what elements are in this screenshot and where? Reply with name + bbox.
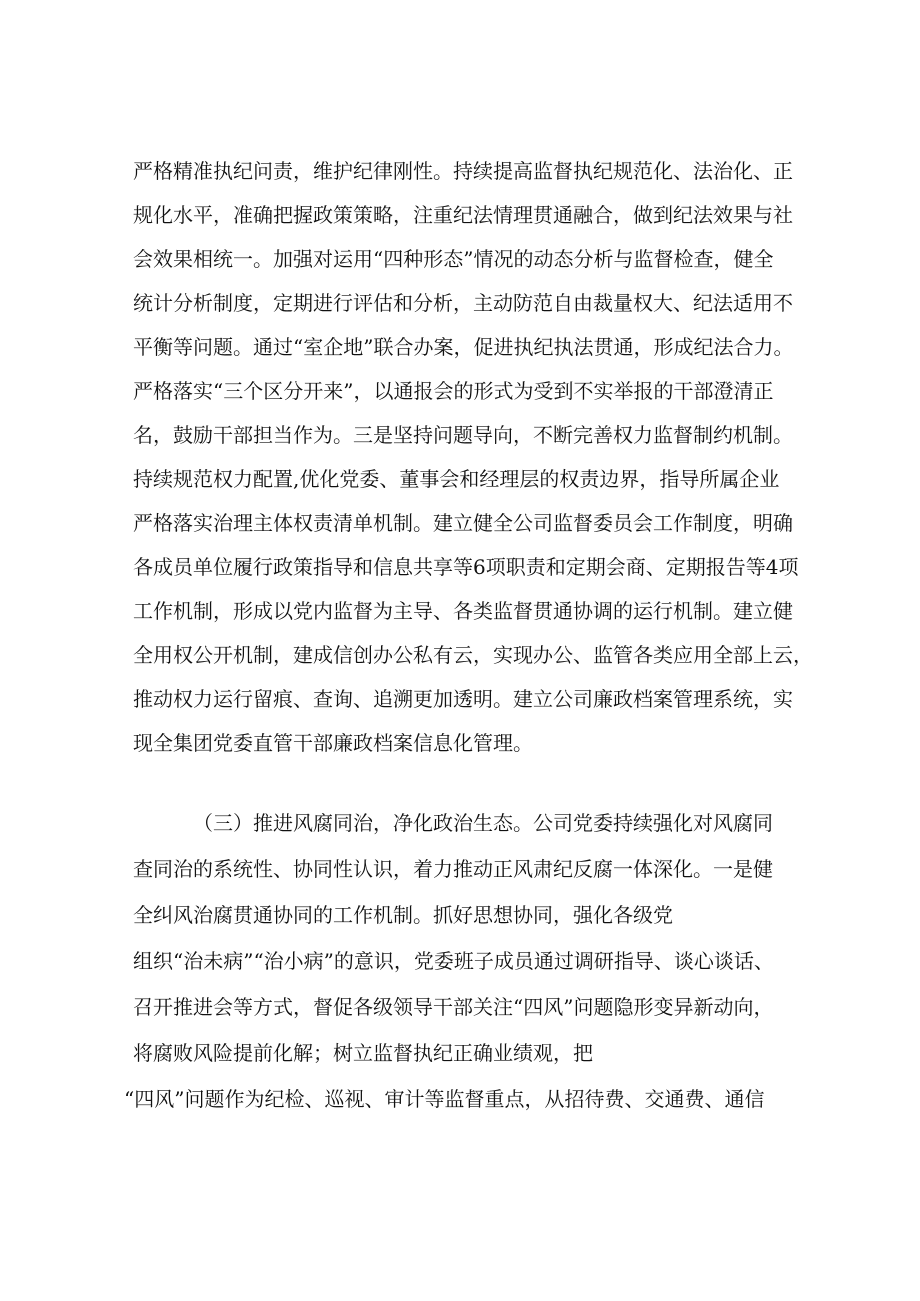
paragraph-line: 名，鼓励干部担当作为。三是坚持问题导向，不断完善权力监督制约机制。 <box>133 423 793 447</box>
paragraph-line: （三）推进风腐同治，净化政治生态。公司党委持续强化对风腐同 <box>193 811 773 835</box>
paragraph-line: 平衡等问题。通过“室企地”联合办案，促进执纪执法贯通，形成纪法合力。 <box>133 335 794 359</box>
paragraph-line: 规化水平，准确把握政策策略，注重纪法情理贯通融合，做到纪法效果与社 <box>133 203 793 227</box>
paragraph-line: 严格落实“三个区分开来”，以通报会的形式为受到不实举报的干部澄清正 <box>133 379 774 403</box>
paragraph-line: 严格落实治理主体权责清单机制。建立健全公司监督委员会工作制度，明确 <box>133 511 793 535</box>
paragraph-line: “四风”问题作为纪检、巡视、审计等监督重点，从招待费、交通费、通信 <box>124 1087 765 1111</box>
paragraph-line: 推动权力运行留痕、查询、追溯更加透明。建立公司廉政档案管理系统，实 <box>133 687 793 711</box>
paragraph-line: 召开推进会等方式，督促各级领导干部关注“四风”问题隐形变异新动向， <box>133 995 774 1019</box>
paragraph-line: 全纠风治腐贯通协同的工作机制。抓好思想协同，强化各级党 <box>133 903 673 927</box>
paragraph-line: 组织“治未病”“治小病”的意识，党委班子成员通过调研指导、谈心谈话、 <box>133 949 774 973</box>
paragraph-line: 严格精准执纪问责，维护纪律刚性。持续提高监督执纪规范化、法治化、正 <box>133 159 793 183</box>
paragraph-line: 工作机制，形成以党内监督为主导、各类监督贯通协调的运行机制。建立健 <box>133 599 793 623</box>
paragraph-line: 现全集团党委直管干部廉政档案信息化管理。 <box>133 731 533 755</box>
paragraph-line: 查同治的系统性、协同性认识，着力推动正风肃纪反腐一体深化。一是健 <box>133 857 773 881</box>
paragraph-line: 各成员单位履行政策指导和信息共享等6项职责和定期会商、定期报告等4项 <box>133 555 799 579</box>
paragraph-line: 全用权公开机制，建成信创办公私有云，实现办公、监管各类应用全部上云， <box>133 643 813 667</box>
paragraph-line: 会效果相统一。加强对运用“四种形态”情况的动态分析与监督检查，健全 <box>133 247 774 271</box>
paragraph-line: 持续规范权力配置,优化党委、董事会和经理层的权责边界，指导所属企业 <box>133 467 780 491</box>
paragraph-line: 将腐败风险提前化解；树立监督执纪正确业绩观，把 <box>133 1041 593 1065</box>
paragraph-line: 统计分析制度，定期进行评估和分析，主动防范自由裁量权大、纪法适用不 <box>133 291 793 315</box>
